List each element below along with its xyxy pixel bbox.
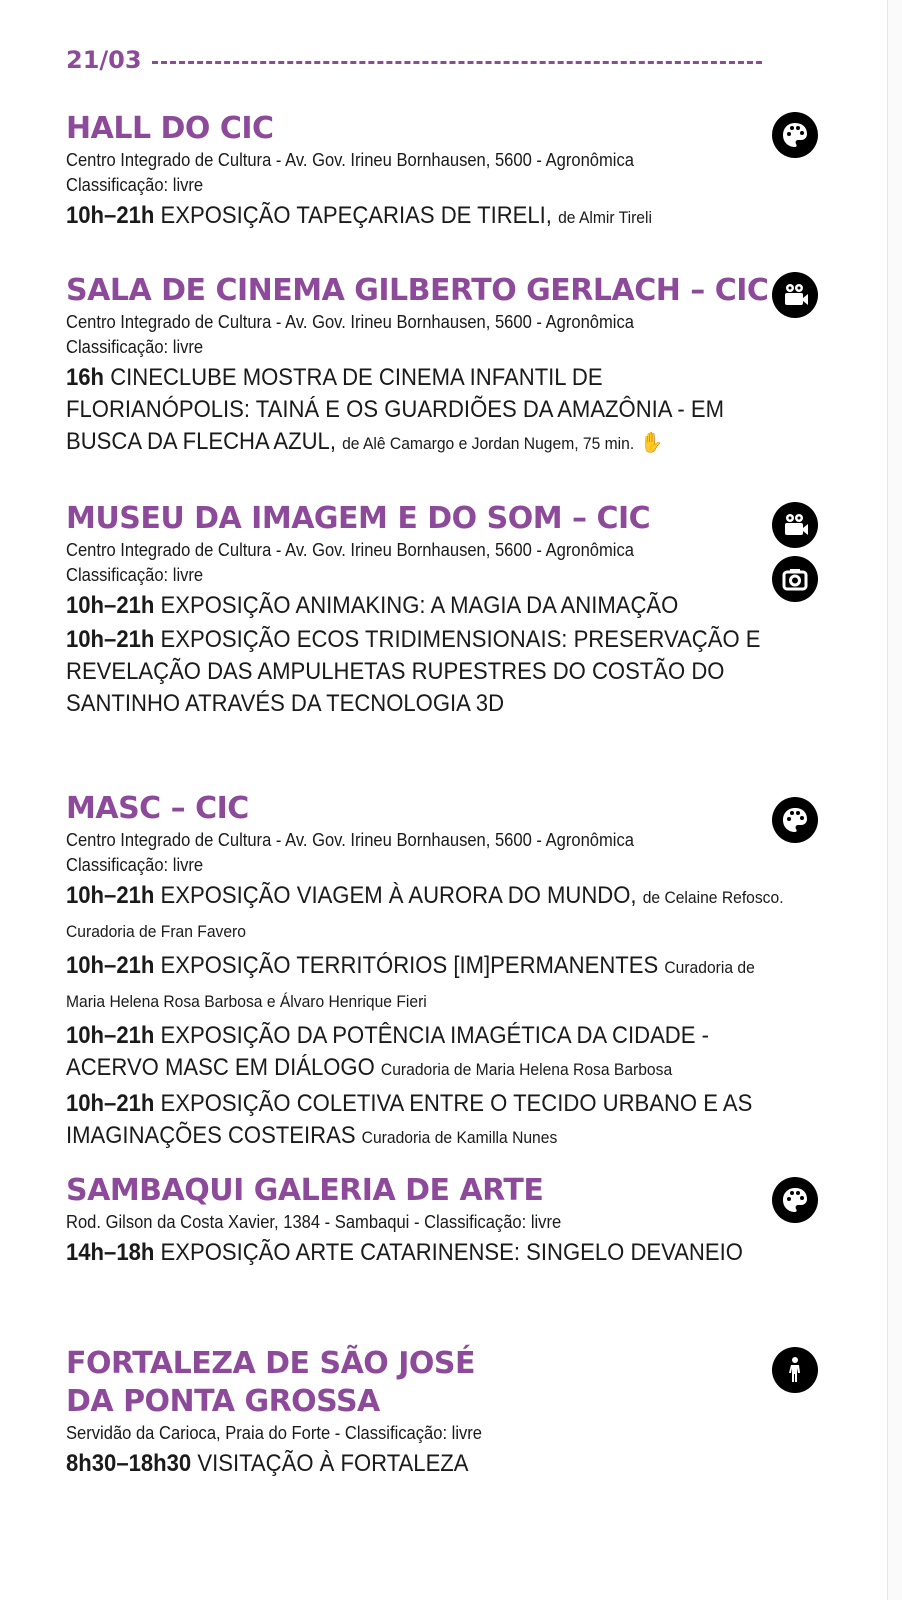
venue-title: SALA DE CINEMA GILBERTO GERLACH – CIC <box>66 273 769 308</box>
event-name: EXPOSIÇÃO TERRITÓRIOS [IM]PERMANENTES <box>160 952 659 979</box>
event-name: EXPOSIÇÃO VIAGEM À AURORA DO MUNDO, <box>160 882 637 909</box>
event-item <box>66 200 784 234</box>
event-item <box>66 1237 784 1269</box>
event-time: 10h–21h <box>66 1090 155 1117</box>
event-name: VISITAÇÃO À FORTALEZA <box>197 1450 469 1477</box>
event-item <box>66 624 784 720</box>
sign-language-icon: ✋ <box>640 432 664 454</box>
event-time: 10h–21h <box>66 592 155 619</box>
event-note: de Almir Tireli <box>558 208 652 227</box>
venue-section <box>66 790 786 1154</box>
event-name: EXPOSIÇÃO COLETIVA ENTRE O TECIDO URBANO E AS IMAGINAÇÕES COSTEIRAS <box>66 1090 753 1149</box>
event-time: 8h30–18h30 <box>66 1450 192 1477</box>
page-edge <box>887 0 902 1600</box>
event-time: 10h–21h <box>66 1022 155 1049</box>
event-name: EXPOSIÇÃO DA POTÊNCIA IMAGÉTICA DA CIDADE - ACERVO MASC EM DIÁLOGO <box>66 1022 709 1081</box>
dashed-divider <box>152 61 762 64</box>
venue-address: Centro Integrado de Cultura - Av. Gov. Irineu Bornhausen, 5600 - Agronômica <box>66 540 634 560</box>
venue-classification: Classificação: livre <box>66 565 204 585</box>
event-name: EXPOSIÇÃO TAPEÇARIAS DE TIRELI, <box>160 202 552 229</box>
venue-title: SAMBAQUI GALERIA DE ARTE <box>66 1173 544 1208</box>
venue-address: Servidão da Carioca, Praia do Forte - Classificação: livre <box>66 1423 483 1443</box>
venue-title: HALL DO CIC <box>66 111 274 146</box>
venue-title: MASC – CIC <box>66 791 249 826</box>
event-item <box>66 362 784 460</box>
date-header <box>66 46 762 74</box>
event-note: de Alê Camargo e Jordan Nugem, 75 min. <box>342 434 635 453</box>
event-time: 14h–18h <box>66 1239 155 1266</box>
venue-address: Centro Integrado de Cultura - Av. Gov. Irineu Bornhausen, 5600 - Agronômica <box>66 150 634 170</box>
date-label: 21/03 <box>66 46 142 74</box>
event-time: 16h <box>66 364 105 391</box>
venue-address: Centro Integrado de Cultura - Av. Gov. Irineu Bornhausen, 5600 - Agronômica <box>66 312 634 332</box>
venue-section <box>66 272 786 460</box>
event-item <box>66 1020 784 1086</box>
event-note: de Celaine Refosco. Curadoria de Fran Favero <box>66 888 784 941</box>
event-item <box>66 1448 784 1480</box>
event-name: EXPOSIÇÃO ECOS TRIDIMENSIONAIS: PRESERVAÇÃO E REVELAÇÃO DAS AMPULHETAS RUPESTRES DO COSTÃO DO SANTINHO ATRAVÉS DA TECNOLOGIA 3D <box>66 626 761 717</box>
venue-title: MUSEU DA IMAGEM E DO SOM – CIC <box>66 501 651 536</box>
movie-camera-icon <box>772 272 818 318</box>
venue-section <box>66 1345 786 1480</box>
venue-classification: Classificação: livre <box>66 337 204 357</box>
event-item <box>66 950 784 1018</box>
venue-classification: Classificação: livre <box>66 175 204 195</box>
event-time: 10h–21h <box>66 202 155 229</box>
event-name: CINECLUBE MOSTRA DE CINEMA INFANTIL DE FLORIANÓPOLIS: TAINÁ E OS GUARDIÕES DA AMAZÔNIA - EM BUSCA DA FLECHA AZUL, <box>66 364 725 455</box>
palette-icon <box>772 112 818 158</box>
venue-section <box>66 1172 786 1269</box>
venue-classification: Classificação: livre <box>66 855 204 875</box>
event-item <box>66 590 784 622</box>
event-time: 10h–21h <box>66 626 155 653</box>
event-note: Curadoria de Maria Helena Rosa Barbosa <box>380 1060 673 1079</box>
walking-person-icon <box>772 1347 818 1393</box>
venue-section <box>66 110 786 234</box>
event-item <box>66 1088 784 1154</box>
event-time: 10h–21h <box>66 882 155 909</box>
camera-icon <box>772 556 818 602</box>
event-note: Curadoria de Kamilla Nunes <box>361 1128 558 1147</box>
venue-section <box>66 500 786 720</box>
event-name: EXPOSIÇÃO ANIMAKING: A MAGIA DA ANIMAÇÃO <box>160 592 679 619</box>
palette-icon <box>772 1177 818 1223</box>
palette-icon <box>772 797 818 843</box>
event-note: Curadoria de Maria Helena Rosa Barbosa e Álvaro Henrique Fieri <box>66 958 755 1011</box>
event-item <box>66 880 784 948</box>
event-time: 10h–21h <box>66 952 155 979</box>
venue-title: FORTALEZA DE SÃO JOSÉ DA PONTA GROSSA <box>66 1346 476 1419</box>
event-name: EXPOSIÇÃO ARTE CATARINENSE: SINGELO DEVANEIO <box>160 1239 743 1266</box>
venue-address: Rod. Gilson da Costa Xavier, 1384 - Sambaqui - Classificação: livre <box>66 1212 562 1232</box>
movie-camera-icon <box>772 502 818 548</box>
venue-address: Centro Integrado de Cultura - Av. Gov. Irineu Bornhausen, 5600 - Agronômica <box>66 830 634 850</box>
